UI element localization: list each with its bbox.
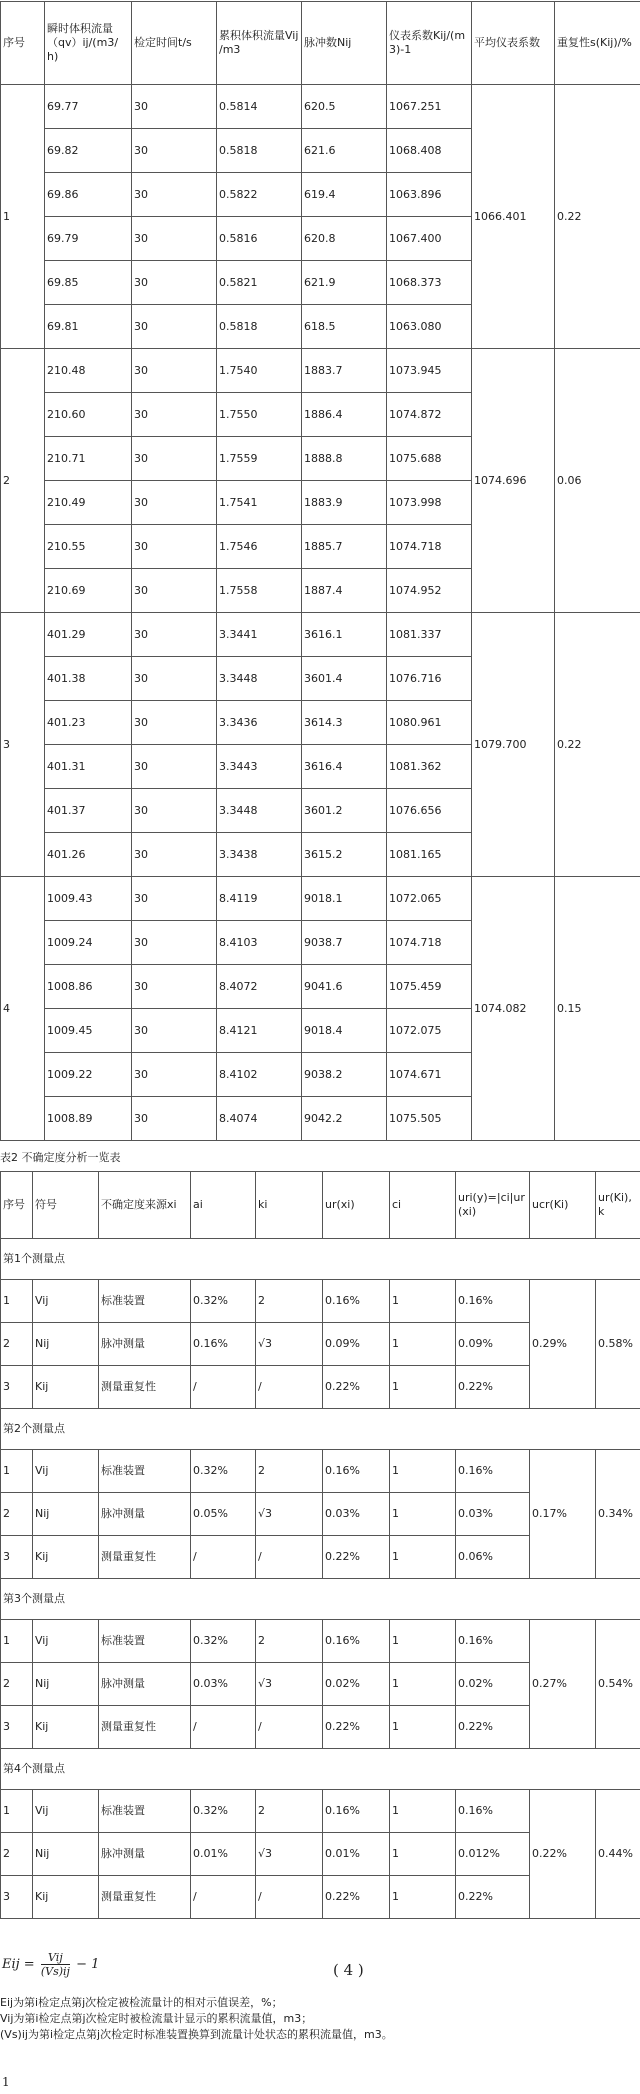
table-cell: √3: [256, 1323, 323, 1366]
measurement-point-title: 第3个测量点: [1, 1579, 640, 1620]
table-cell: 3614.3: [302, 701, 387, 745]
table-cell: 210.48: [45, 349, 132, 393]
table-cell: 0.32%: [191, 1450, 256, 1493]
table-cell: 1.7540: [217, 349, 302, 393]
table-cell: 0.02%: [323, 1663, 390, 1706]
table-cell: 1: [390, 1450, 456, 1493]
table-cell: 3: [1, 1706, 33, 1749]
column-header: ur(xi): [323, 1172, 390, 1239]
table-cell: 1: [390, 1323, 456, 1366]
table-cell: 1009.24: [45, 921, 132, 965]
table-cell: 测量重复性: [99, 1876, 191, 1919]
table-cell: 1887.4: [302, 569, 387, 613]
table-cell: 0.16%: [456, 1620, 530, 1663]
table-cell: 618.5: [302, 305, 387, 349]
table-cell: 1076.656: [387, 789, 472, 833]
table-cell: 0.16%: [323, 1280, 390, 1323]
table-cell: 2: [256, 1280, 323, 1323]
table-cell: 0.32%: [191, 1620, 256, 1663]
combined-uncertainty: 0.17%: [530, 1450, 596, 1579]
table-cell: 0.22%: [323, 1536, 390, 1579]
table-cell: 1.7550: [217, 393, 302, 437]
table-cell: 0.05%: [191, 1493, 256, 1536]
table-cell: 1073.945: [387, 349, 472, 393]
table-cell: 1008.86: [45, 965, 132, 1009]
table-cell: 3601.4: [302, 657, 387, 701]
table-cell: 30: [132, 1053, 217, 1097]
equation-fraction: [41, 1951, 70, 1978]
table-cell: Nij: [33, 1493, 99, 1536]
table-cell: Vij: [33, 1450, 99, 1493]
table-cell: Kij: [33, 1876, 99, 1919]
table-cell: 401.37: [45, 789, 132, 833]
table-cell: 1074.718: [387, 921, 472, 965]
table-cell: 0.02%: [456, 1663, 530, 1706]
table-cell: 1: [390, 1536, 456, 1579]
table-cell: 2: [1, 1833, 33, 1876]
table-cell: 脉冲测量: [99, 1493, 191, 1536]
table-cell: 0.09%: [323, 1323, 390, 1366]
table-cell: 0.5814: [217, 85, 302, 129]
table-cell: 69.79: [45, 217, 132, 261]
table-cell: 9038.2: [302, 1053, 387, 1097]
column-header: 符号: [33, 1172, 99, 1239]
table-cell: 1074.718: [387, 525, 472, 569]
table-cell: 0.5821: [217, 261, 302, 305]
average-meter-factor: 1074.696: [472, 349, 555, 613]
table-cell: 30: [132, 833, 217, 877]
table-cell: 3616.1: [302, 613, 387, 657]
measurement-point-row: [1, 1579, 640, 1620]
column-header: 检定时间t/s: [132, 2, 217, 85]
table-cell: 1080.961: [387, 701, 472, 745]
table-cell: 2: [1, 1323, 33, 1366]
table-cell: 210.55: [45, 525, 132, 569]
table-cell: 1883.9: [302, 481, 387, 525]
repeatability: 0.15: [555, 877, 640, 1141]
table-cell: Kij: [33, 1706, 99, 1749]
table-cell: 0.03%: [456, 1493, 530, 1536]
table-cell: 401.31: [45, 745, 132, 789]
measurement-point-title: 第2个测量点: [1, 1409, 640, 1450]
table-cell: 69.85: [45, 261, 132, 305]
table-cell: 0.03%: [191, 1663, 256, 1706]
table-cell: 1: [390, 1663, 456, 1706]
table-cell: 30: [132, 349, 217, 393]
table-cell: 1: [390, 1366, 456, 1409]
table-cell: 0.09%: [456, 1323, 530, 1366]
column-header: uri(y)=|ci|ur(xi): [456, 1172, 530, 1239]
table-cell: 脉冲测量: [99, 1833, 191, 1876]
column-header: 重复性s(Kij)/%: [555, 2, 640, 85]
table-cell: 脉冲测量: [99, 1663, 191, 1706]
table-cell: 0.16%: [456, 1450, 530, 1493]
expanded-uncertainty: 0.54%: [596, 1620, 640, 1749]
table-cell: 0.16%: [456, 1280, 530, 1323]
table-cell: /: [191, 1876, 256, 1919]
formula-block: [0, 1947, 640, 2087]
combined-uncertainty: 0.22%: [530, 1790, 596, 1919]
table-cell: 9042.2: [302, 1097, 387, 1141]
table-cell: 1: [390, 1493, 456, 1536]
column-header: ki: [256, 1172, 323, 1239]
group-number: 3: [1, 613, 45, 877]
average-meter-factor: 1074.082: [472, 877, 555, 1141]
measurement-point-title: 第1个测量点: [1, 1239, 640, 1280]
table-cell: Nij: [33, 1663, 99, 1706]
table-cell: 0.5818: [217, 305, 302, 349]
table-cell: 30: [132, 85, 217, 129]
formula-note-1: Eij为第i检定点第j次检定被检流量计的相对示值误差，%；: [0, 1996, 283, 2009]
table-cell: 3.3436: [217, 701, 302, 745]
table-cell: 0.16%: [456, 1790, 530, 1833]
table-cell: 1: [1, 1450, 33, 1493]
table-cell: 0.012%: [456, 1833, 530, 1876]
table-cell: 3601.2: [302, 789, 387, 833]
table-cell: √3: [256, 1833, 323, 1876]
table-cell: 1888.8: [302, 437, 387, 481]
table-cell: 620.5: [302, 85, 387, 129]
measurement-point-row: [1, 1749, 640, 1790]
equation-minus-one: − 1: [76, 1957, 100, 1972]
column-header: 仪表系数Kij/(m3)-1: [387, 2, 472, 85]
table-cell: 401.29: [45, 613, 132, 657]
table-cell: 210.71: [45, 437, 132, 481]
table-cell: 401.38: [45, 657, 132, 701]
table-cell: 8.4103: [217, 921, 302, 965]
column-header: 序号: [1, 2, 45, 85]
table-cell: 0.22%: [456, 1876, 530, 1919]
equation-denominator: (Vs)ij: [40, 1965, 70, 1978]
table-cell: 0.16%: [191, 1323, 256, 1366]
table-cell: 2: [1, 1663, 33, 1706]
repeatability: 0.22: [555, 85, 640, 349]
repeatability: 0.06: [555, 349, 640, 613]
repeatability: 0.22: [555, 613, 640, 877]
table-cell: /: [256, 1536, 323, 1579]
measurement-point-title: 第4个测量点: [1, 1749, 640, 1790]
table-cell: 30: [132, 261, 217, 305]
column-header: 瞬时体积流量（qv）ij/(m3/h): [45, 2, 132, 85]
table-cell: 0.22%: [456, 1706, 530, 1749]
table-row: [1, 1620, 640, 1663]
table-cell: 标准装置: [99, 1790, 191, 1833]
table-cell: Nij: [33, 1833, 99, 1876]
table-cell: 0.03%: [323, 1493, 390, 1536]
table-cell: 1: [390, 1706, 456, 1749]
column-header: ci: [390, 1172, 456, 1239]
table-cell: 30: [132, 701, 217, 745]
table-cell: 69.86: [45, 173, 132, 217]
table-cell: 30: [132, 173, 217, 217]
formula-note-2: Vij为第i检定点第j次检定时被检流量计显示的累积流量值，m3；: [0, 2012, 313, 2025]
table-cell: 30: [132, 217, 217, 261]
table-cell: 9018.1: [302, 877, 387, 921]
table-cell: /: [256, 1876, 323, 1919]
table-cell: 2: [1, 1493, 33, 1536]
table-cell: 8.4119: [217, 877, 302, 921]
table-cell: 8.4074: [217, 1097, 302, 1141]
table-cell: 3.3448: [217, 657, 302, 701]
table-cell: 210.49: [45, 481, 132, 525]
header-row: [1, 2, 640, 85]
table-cell: /: [191, 1536, 256, 1579]
table-cell: 620.8: [302, 217, 387, 261]
table-cell: 619.4: [302, 173, 387, 217]
table-cell: 1: [390, 1280, 456, 1323]
expanded-uncertainty: 0.44%: [596, 1790, 640, 1919]
table-cell: 0.16%: [323, 1450, 390, 1493]
table-cell: 621.9: [302, 261, 387, 305]
table-cell: 3.3441: [217, 613, 302, 657]
column-header: 脉冲数Nij: [302, 2, 387, 85]
table-cell: 401.23: [45, 701, 132, 745]
uncertainty-table: [0, 1171, 640, 1919]
table-cell: Vij: [33, 1280, 99, 1323]
table-cell: 1.7541: [217, 481, 302, 525]
measurement-point-row: [1, 1409, 640, 1450]
table-cell: 30: [132, 965, 217, 1009]
table-cell: 1: [1, 1280, 33, 1323]
table-cell: 1009.43: [45, 877, 132, 921]
table-cell: 9038.7: [302, 921, 387, 965]
average-meter-factor: 1079.700: [472, 613, 555, 877]
table-cell: 30: [132, 129, 217, 173]
formula-note-3: (Vs)ij为第i检定点第j次检定时标准装置换算到流量计处状态的累积流量值，m3。: [0, 2028, 393, 2041]
table-cell: 1: [390, 1620, 456, 1663]
column-header: 不确定度来源xi: [99, 1172, 191, 1239]
table-cell: 1075.505: [387, 1097, 472, 1141]
table-cell: 3: [1, 1366, 33, 1409]
table-cell: 1073.998: [387, 481, 472, 525]
table-row: [1, 349, 640, 393]
table-cell: 30: [132, 921, 217, 965]
table-cell: 3616.4: [302, 745, 387, 789]
table-cell: 69.77: [45, 85, 132, 129]
table-cell: Kij: [33, 1536, 99, 1579]
formula-partial: 1: [2, 2075, 10, 2089]
table-cell: 30: [132, 745, 217, 789]
table-cell: 8.4072: [217, 965, 302, 1009]
table-cell: 0.22%: [323, 1706, 390, 1749]
table-cell: Kij: [33, 1366, 99, 1409]
table-row: [1, 1450, 640, 1493]
table-cell: 2: [256, 1450, 323, 1493]
table-row: [1, 613, 640, 657]
table-cell: 30: [132, 657, 217, 701]
table-row: [1, 877, 640, 921]
table-cell: 210.60: [45, 393, 132, 437]
table-cell: 1074.952: [387, 569, 472, 613]
column-header: 平均仪表系数: [472, 2, 555, 85]
table-cell: 0.22%: [456, 1366, 530, 1409]
table-cell: 69.81: [45, 305, 132, 349]
table-cell: 401.26: [45, 833, 132, 877]
table-cell: 1063.080: [387, 305, 472, 349]
table-row: [1, 85, 640, 129]
table-cell: 30: [132, 525, 217, 569]
table-cell: 0.32%: [191, 1280, 256, 1323]
table-cell: 30: [132, 1097, 217, 1141]
average-meter-factor: 1066.401: [472, 85, 555, 349]
table-cell: 30: [132, 437, 217, 481]
table-cell: 621.6: [302, 129, 387, 173]
column-header: ur(Ki), k: [596, 1172, 640, 1239]
group-number: 4: [1, 877, 45, 1141]
table-cell: √3: [256, 1663, 323, 1706]
table-cell: /: [256, 1366, 323, 1409]
table-cell: 1068.408: [387, 129, 472, 173]
table-cell: 1886.4: [302, 393, 387, 437]
table-cell: /: [256, 1706, 323, 1749]
equation: [2, 1951, 99, 1978]
table-cell: 0.06%: [456, 1536, 530, 1579]
table-cell: 210.69: [45, 569, 132, 613]
table-cell: 1: [390, 1790, 456, 1833]
table-cell: 3: [1, 1876, 33, 1919]
table-cell: Vij: [33, 1620, 99, 1663]
table-cell: 测量重复性: [99, 1536, 191, 1579]
expanded-uncertainty: 0.58%: [596, 1280, 640, 1409]
combined-uncertainty: 0.29%: [530, 1280, 596, 1409]
table-cell: 1883.7: [302, 349, 387, 393]
table-cell: 3.3443: [217, 745, 302, 789]
table-cell: 1072.065: [387, 877, 472, 921]
table-cell: 9041.6: [302, 965, 387, 1009]
table-cell: 8.4121: [217, 1009, 302, 1053]
table-cell: Vij: [33, 1790, 99, 1833]
table-cell: 1081.165: [387, 833, 472, 877]
table-cell: 0.16%: [323, 1790, 390, 1833]
table-cell: 测量重复性: [99, 1706, 191, 1749]
table-cell: 30: [132, 481, 217, 525]
table-cell: 30: [132, 1009, 217, 1053]
table-cell: 9018.4: [302, 1009, 387, 1053]
equation-number: ( 4 ): [333, 1961, 364, 1979]
table-cell: 0.01%: [191, 1833, 256, 1876]
table-cell: 1: [1, 1620, 33, 1663]
table-cell: 标准装置: [99, 1450, 191, 1493]
table-cell: 30: [132, 877, 217, 921]
table-cell: 0.22%: [323, 1366, 390, 1409]
table-cell: 1076.716: [387, 657, 472, 701]
table-cell: 8.4102: [217, 1053, 302, 1097]
table-cell: 1009.22: [45, 1053, 132, 1097]
table-cell: /: [191, 1706, 256, 1749]
header-row: [1, 1172, 640, 1239]
table-cell: 30: [132, 613, 217, 657]
table-cell: 30: [132, 789, 217, 833]
table-cell: 0.16%: [323, 1620, 390, 1663]
column-header: ucr(Ki): [530, 1172, 596, 1239]
table-cell: 0.32%: [191, 1790, 256, 1833]
table-cell: /: [191, 1366, 256, 1409]
table-cell: 2: [256, 1620, 323, 1663]
table-cell: 1072.075: [387, 1009, 472, 1053]
expanded-uncertainty: 0.34%: [596, 1450, 640, 1579]
table-cell: 3.3448: [217, 789, 302, 833]
table-cell: 0.5822: [217, 173, 302, 217]
table-cell: 30: [132, 393, 217, 437]
table-cell: Nij: [33, 1323, 99, 1366]
table-cell: 1063.896: [387, 173, 472, 217]
combined-uncertainty: 0.27%: [530, 1620, 596, 1749]
table-cell: 1074.671: [387, 1053, 472, 1097]
table2-caption: 表2 不确定度分析一览表: [0, 1151, 121, 1164]
table-cell: 30: [132, 305, 217, 349]
table-cell: 1081.337: [387, 613, 472, 657]
equation-lhs: Eij =: [2, 1957, 35, 1972]
table-cell: 69.82: [45, 129, 132, 173]
table-cell: 1: [390, 1833, 456, 1876]
table-cell: 3615.2: [302, 833, 387, 877]
table-cell: 标准装置: [99, 1280, 191, 1323]
table-cell: 1.7559: [217, 437, 302, 481]
table-cell: 1885.7: [302, 525, 387, 569]
table-cell: 1075.688: [387, 437, 472, 481]
table-cell: 1.7546: [217, 525, 302, 569]
group-number: 1: [1, 85, 45, 349]
table-cell: 1009.45: [45, 1009, 132, 1053]
flow-data-table: [0, 1, 640, 1141]
table-cell: 0.01%: [323, 1833, 390, 1876]
table-cell: 3: [1, 1536, 33, 1579]
table-cell: 3.3438: [217, 833, 302, 877]
table-cell: 1068.373: [387, 261, 472, 305]
table-cell: 30: [132, 569, 217, 613]
measurement-point-row: [1, 1239, 640, 1280]
table-cell: √3: [256, 1493, 323, 1536]
table-cell: 1067.400: [387, 217, 472, 261]
table-row: [1, 1280, 640, 1323]
table-row: [1, 1790, 640, 1833]
table-cell: 1067.251: [387, 85, 472, 129]
table-cell: 测量重复性: [99, 1366, 191, 1409]
group-number: 2: [1, 349, 45, 613]
table-cell: 1.7558: [217, 569, 302, 613]
table-cell: 1: [1, 1790, 33, 1833]
table-cell: 脉冲测量: [99, 1323, 191, 1366]
table-cell: 2: [256, 1790, 323, 1833]
table-cell: 1: [390, 1876, 456, 1919]
column-header: ai: [191, 1172, 256, 1239]
table-cell: 1081.362: [387, 745, 472, 789]
table-cell: 1074.872: [387, 393, 472, 437]
table-cell: 1008.89: [45, 1097, 132, 1141]
table-cell: 0.22%: [323, 1876, 390, 1919]
table-cell: 0.5816: [217, 217, 302, 261]
equation-numerator: Vij: [41, 1951, 70, 1965]
table-cell: 0.5818: [217, 129, 302, 173]
table-cell: 标准装置: [99, 1620, 191, 1663]
table-cell: 1075.459: [387, 965, 472, 1009]
column-header: 累积体积流量Vij /m3: [217, 2, 302, 85]
column-header: 序号: [1, 1172, 33, 1239]
